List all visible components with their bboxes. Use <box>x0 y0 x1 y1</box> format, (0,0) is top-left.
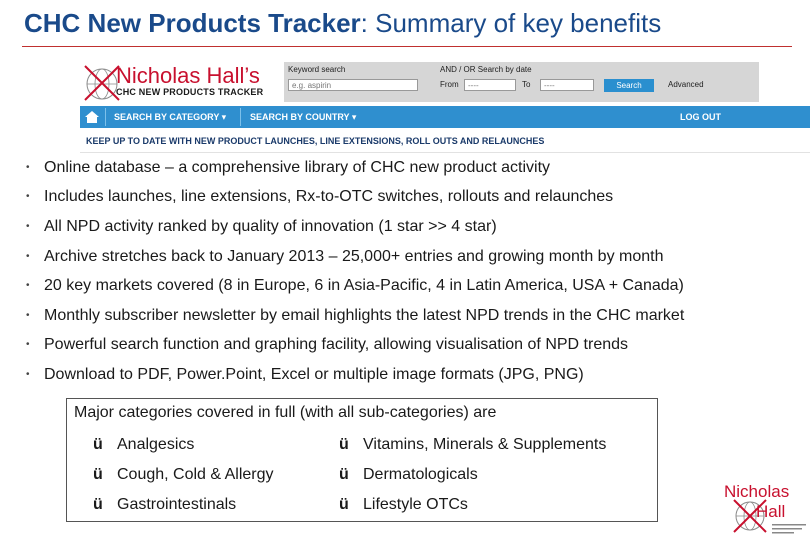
search-button[interactable]: Search <box>604 79 654 92</box>
category-label: Lifestyle OTCs <box>363 496 468 513</box>
benefit-text: Download to PDF, Power.Point, Excel or multiple image formats (JPG, PNG) <box>44 366 584 383</box>
from-label: From <box>440 80 459 89</box>
title-divider <box>22 46 792 47</box>
site-navbar <box>80 106 810 128</box>
nav-logout[interactable]: LOG OUT <box>680 112 721 122</box>
search-panel <box>284 62 759 102</box>
bullet-icon: • <box>26 280 30 291</box>
logo-name-line2: Hall <box>756 502 786 521</box>
site-tagline-text: KEEP UP TO DATE WITH NEW PRODUCT LAUNCHES, LINE EXTENSIONS, ROLL OUTS AND RELAUNCHES <box>86 136 545 146</box>
check-icon: ü <box>93 466 103 483</box>
advanced-search-link[interactable]: Advanced <box>668 80 704 89</box>
category-label: Gastrointestinals <box>117 496 237 513</box>
bullet-icon: • <box>26 162 30 173</box>
nav-search-by-country[interactable]: SEARCH BY COUNTRY ▾ <box>250 112 357 122</box>
category-label: Analgesics <box>117 436 195 453</box>
bullet-icon: • <box>26 339 30 350</box>
site-logo-subtitle: CHC NEW PRODUCTS TRACKER <box>116 87 264 97</box>
tracker-site-screenshot <box>80 56 810 152</box>
check-icon: ü <box>93 496 103 513</box>
site-logo-name: Nicholas Hall’s <box>116 63 260 88</box>
category-label: Cough, Cold & Allergy <box>117 466 274 483</box>
from-date-select[interactable]: ---- <box>464 79 516 91</box>
check-icon: ü <box>339 466 349 483</box>
date-search-label: AND / OR Search by date <box>440 65 532 74</box>
nicholas-hall-logo <box>718 478 810 538</box>
category-label: Dermatologicals <box>363 466 478 483</box>
check-icon: ü <box>339 436 349 453</box>
bullet-icon: • <box>26 191 30 202</box>
title-bold: CHC New Products Tracker <box>24 8 361 38</box>
bullet-icon: • <box>26 221 30 232</box>
site-tagline <box>80 134 810 148</box>
logo-tagline-mark <box>772 522 808 534</box>
site-logo[interactable] <box>80 56 285 106</box>
category-label: Vitamins, Minerals & Supplements <box>363 436 607 453</box>
site-header <box>80 56 810 106</box>
nav-separator <box>240 108 241 126</box>
home-icon <box>80 106 104 128</box>
bullet-icon: • <box>26 310 30 321</box>
page-title <box>24 8 661 39</box>
benefit-text: Monthly subscriber newsletter by email highlights the latest NPD trends in the CHC market <box>44 307 685 324</box>
benefit-text: Powerful search function and graphing facility, allowing visualisation of NPD trends <box>44 336 629 353</box>
check-icon: ü <box>93 436 103 453</box>
logo-name-line1: Nicholas <box>724 482 790 501</box>
benefit-text: 20 key markets covered (8 in Europe, 6 in Asia-Pacific, 4 in Latin America, USA + Canada) <box>44 277 684 294</box>
benefit-text: Online database – a comprehensive library of CHC new product activity <box>44 159 551 176</box>
benefit-text: All NPD activity ranked by quality of innovation (1 star >> 4 star) <box>44 218 497 235</box>
nav-separator <box>105 108 106 126</box>
to-date-select[interactable]: ---- <box>540 79 594 91</box>
categories-box <box>66 398 658 522</box>
benefit-text: Archive stretches back to January 2013 – 25,000+ entries and growing month by month <box>44 248 664 265</box>
title-rest: : Summary of key benefits <box>360 8 662 38</box>
categories-heading: Major categories covered in full (with all sub-categories) are <box>74 404 497 421</box>
nav-search-by-category[interactable]: SEARCH BY CATEGORY ▾ <box>114 112 227 122</box>
check-icon: ü <box>339 496 349 513</box>
screenshot-divider <box>80 152 810 153</box>
bullet-icon: • <box>26 251 30 262</box>
home-button[interactable] <box>80 106 104 128</box>
benefit-text: Includes launches, line extensions, Rx-to-OTC switches, rollouts and relaunches <box>44 188 614 205</box>
to-label: To <box>522 80 531 89</box>
bullet-icon: • <box>26 369 30 380</box>
keyword-search-input[interactable]: e.g. aspirin <box>288 79 418 91</box>
keyword-search-label: Keyword search <box>288 65 346 74</box>
